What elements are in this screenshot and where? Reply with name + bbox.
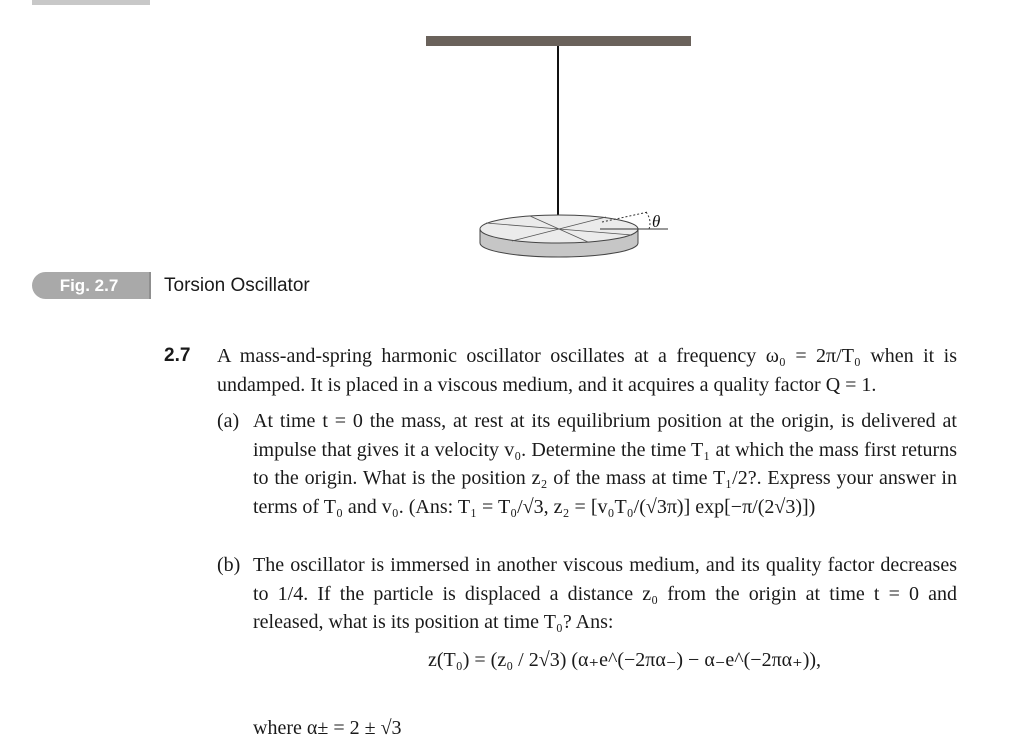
- angle-arc: [646, 212, 650, 229]
- disc: [480, 215, 638, 257]
- part-a-text: At time t = 0 the mass, at rest at its equilibrium position at the origin, is delivered at impulse that gives it a velocity v₀. Determine the time T₁ at which the mass first returns to the origin. What is the position z₂ of the mass at time T₁/2?. Express your answer in terms of T₀ and v₀. (Ans: T₁ = T₀/√3, z₂ = [v₀T₀/(√3π)] exp[−π/(2√3)]): [253, 410, 962, 518]
- problem-intro: A mass-and-spring harmonic oscillator oscillates at a frequency ω₀ = 2π/T₀ when it is undamped. It is placed in a viscous medium, and it acquires a quality factor Q = 1.: [217, 345, 962, 396]
- figure-caption-label: Fig. 2.7: [32, 272, 150, 299]
- problem-number: 2.7: [164, 345, 191, 366]
- figure-caption-title: Torsion Oscillator: [164, 275, 310, 296]
- torsion-oscillator-figure: [0, 0, 1024, 270]
- ceiling-bar: [426, 36, 691, 46]
- part-b-text: The oscillator is immersed in another viscous medium, and its quality factor decreases to 1/4. If the particle is displaced a distance z₀ from the origin at time t = 0 and released, what is its position at time T₀? Ans:: [253, 554, 962, 633]
- part-b-label: (b): [217, 554, 241, 576]
- display-equation: z(T₀) = (z₀ / 2√3) (α₊e^(−2πα₋) − α₋e^(−2πα₊)),: [428, 649, 822, 671]
- angle-label: θ: [652, 212, 661, 231]
- equation-definition: where α± = 2 ± √3: [253, 717, 402, 739]
- part-a-label: (a): [217, 410, 240, 432]
- caption-divider: [149, 272, 151, 299]
